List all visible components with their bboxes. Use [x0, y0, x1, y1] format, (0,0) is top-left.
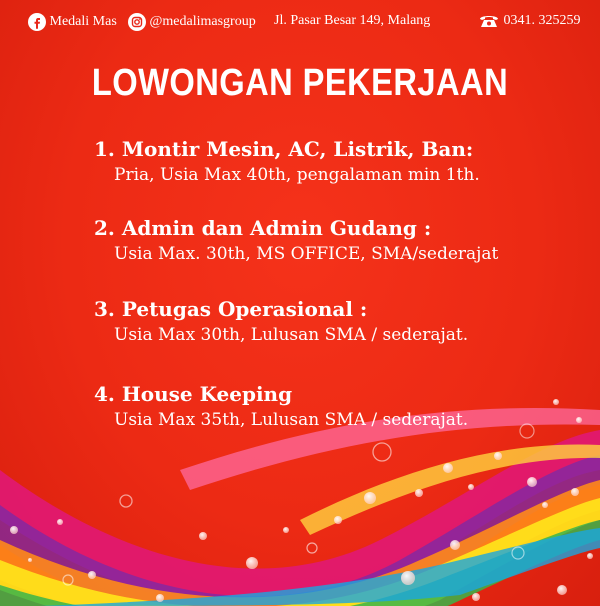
bubble — [494, 452, 502, 460]
job-requirements: Usia Max. 30th, MS OFFICE, SMA/sederajat — [114, 244, 499, 264]
bubble — [557, 585, 567, 595]
bubble — [120, 495, 132, 507]
job-heading: 3. Petugas Operasional : — [94, 297, 368, 321]
bubble — [472, 593, 480, 601]
contact-bar — [0, 0, 600, 44]
bubble — [401, 571, 415, 585]
bubble — [468, 484, 474, 490]
job-item — [94, 216, 498, 264]
bubble — [520, 424, 534, 438]
bubble — [28, 558, 32, 562]
job-heading: 4. House Keeping — [94, 382, 293, 406]
bubble — [542, 502, 548, 508]
instagram-handle: @medalimasgroup — [149, 14, 256, 30]
bubble — [199, 532, 207, 540]
instagram-icon — [128, 13, 146, 31]
job-requirements: Usia Max 30th, Lulusan SMA / sederajat. — [114, 325, 469, 345]
job-requirements: Pria, Usia Max 40th, pengalaman min 1th. — [114, 165, 480, 185]
address: Jl. Pasar Besar 149, Malang — [274, 13, 431, 28]
job-item — [94, 382, 468, 430]
bubble — [373, 443, 391, 461]
job-requirements: Usia Max 35th, Lulusan SMA / sederajat. — [114, 410, 469, 430]
job-item — [94, 137, 480, 185]
bubble — [88, 571, 96, 579]
phone-contact[interactable] — [478, 13, 581, 29]
telephone-icon — [478, 13, 500, 29]
bubble — [450, 540, 460, 550]
bubble — [415, 489, 423, 497]
bubble — [307, 543, 317, 553]
bubble — [527, 477, 537, 487]
bubble — [246, 557, 258, 569]
instagram-contact[interactable] — [128, 13, 256, 31]
bubble — [334, 516, 342, 524]
bubble — [10, 526, 18, 534]
job-heading: 2. Admin dan Admin Gudang : — [94, 216, 432, 240]
bubble — [443, 463, 453, 473]
facebook-name: Medali Mas — [49, 14, 117, 30]
page-title: LOWONGAN PEKERJAAN — [91, 62, 509, 104]
phone-number: 0341. 325259 — [503, 13, 581, 29]
facebook-contact[interactable] — [28, 13, 117, 31]
bubble — [283, 527, 289, 533]
job-heading: 1. Montir Mesin, AC, Listrik, Ban: — [94, 137, 474, 161]
bubble — [587, 553, 593, 559]
job-item — [94, 297, 468, 345]
bubble — [364, 492, 376, 504]
facebook-icon — [28, 13, 46, 31]
bubble — [553, 399, 559, 405]
bubble — [57, 519, 63, 525]
bubble — [576, 417, 582, 423]
bubble — [571, 488, 579, 496]
bubble — [156, 594, 164, 602]
